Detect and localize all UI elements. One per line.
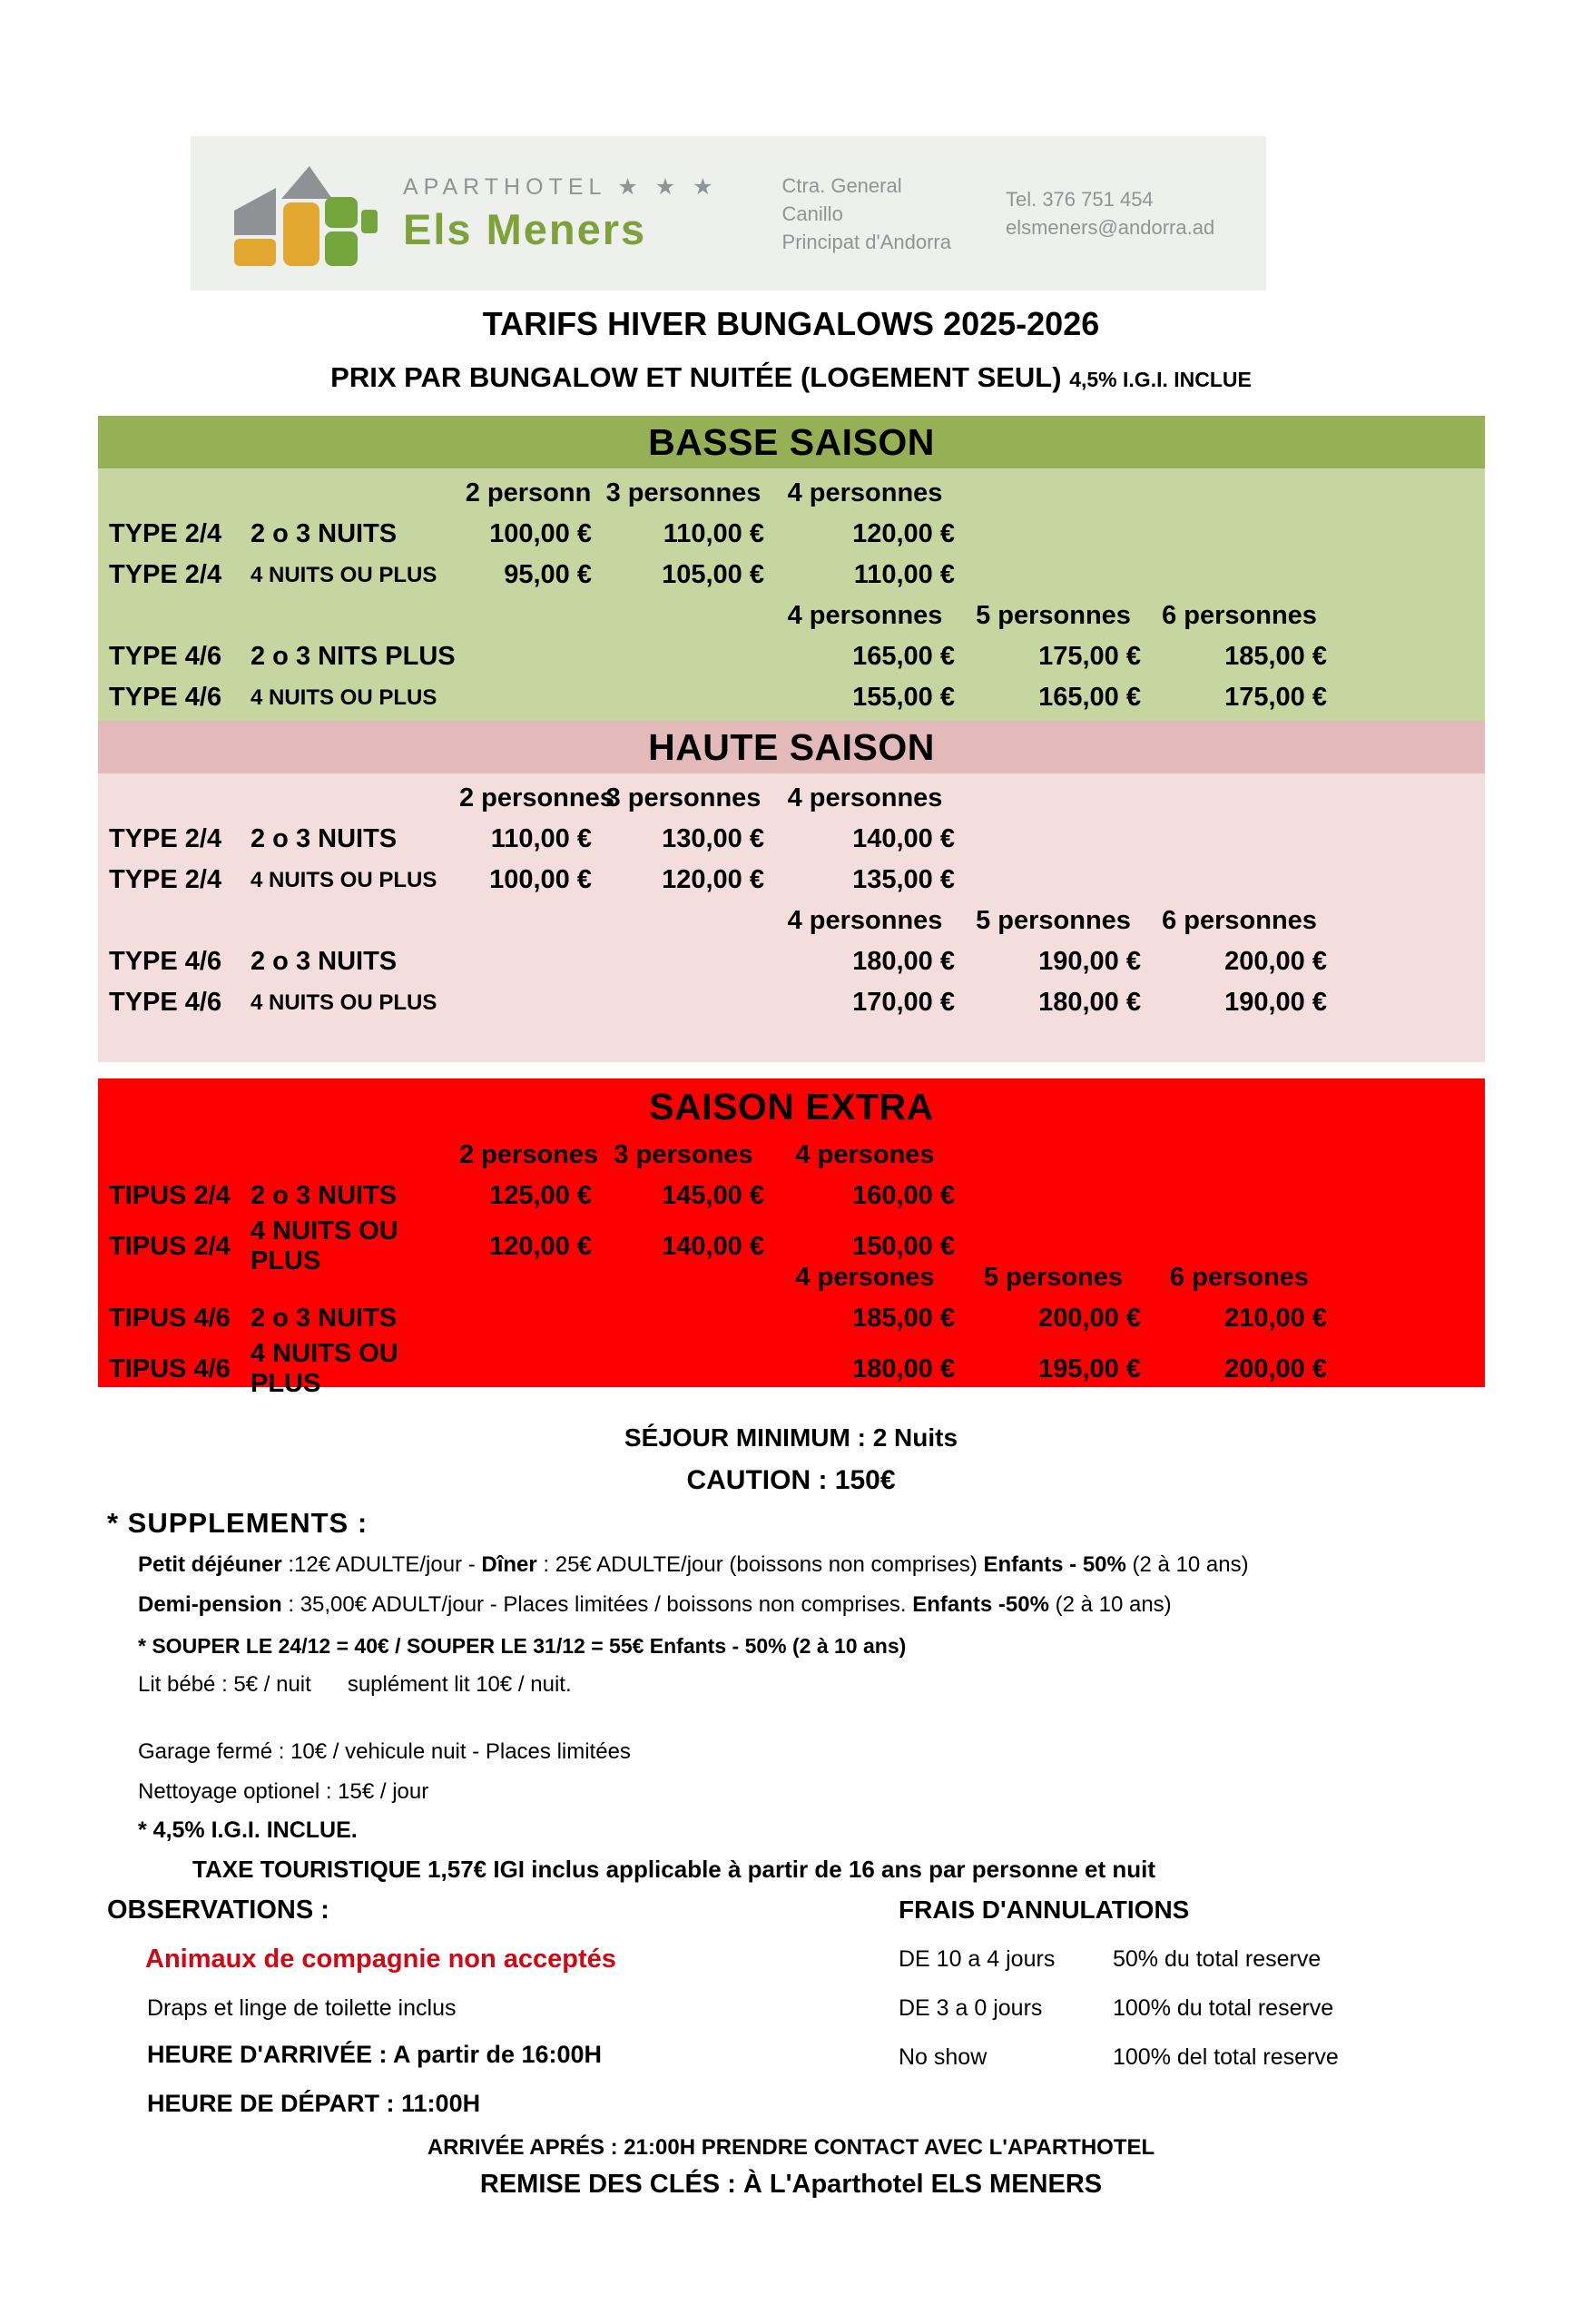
supplement-holiday-dinners: * SOUPER LE 24/12 = 40€ / SOUPER LE 31/12 = 55€ Enfants - 50% (2 à 10 ans) — [138, 1634, 907, 1658]
season-body — [98, 468, 1485, 721]
observations-heading: OBSERVATIONS : — [107, 1896, 329, 1925]
table-row — [98, 941, 1485, 982]
row-type-label: TYPE 2/4 — [109, 519, 222, 548]
cancellation-row — [899, 2044, 1339, 2071]
price-cell: 120,00 € — [489, 1231, 592, 1261]
price-cell: 200,00 € — [1224, 1354, 1327, 1384]
subtitle-tax-note: 4,5% I.G.I. INCLUE — [1069, 368, 1252, 391]
cancellation-period: No show — [899, 2044, 988, 2070]
deposit-note: CAUTION : 150€ — [686, 1465, 896, 1495]
price-cell: 160,00 € — [852, 1181, 955, 1210]
table-row — [98, 1339, 1485, 1398]
col-header: 4 persones — [795, 1263, 935, 1292]
col-header: 4 persones — [795, 1140, 935, 1169]
price-cell: 135,00 € — [852, 865, 955, 894]
row-nights-label: 4 NUITS OU PLUS — [251, 684, 437, 710]
col-header: 4 personnes — [787, 601, 943, 630]
col-header: 3 personnes — [605, 783, 762, 812]
haute-saison-table — [98, 721, 1485, 1062]
price-cell: 100,00 € — [489, 519, 592, 548]
table-header-row — [98, 473, 1485, 514]
row-type-label: TYPE 4/6 — [109, 642, 222, 671]
row-type-label: TIPUS 2/4 — [109, 1231, 231, 1261]
row-nights-label: 4 NUITS OU PLUS — [251, 990, 437, 1015]
col-header: 5 persones — [983, 1263, 1124, 1292]
departure-time-note: HEURE DE DÉPART : 11:00H — [147, 2090, 481, 2117]
table-row — [98, 860, 1485, 901]
row-nights-label: 4 NUITS OU PLUS — [251, 867, 437, 892]
late-arrival-note: ARRIVÉE APRÉS : 21:00H PRENDRE CONTACT AVEC L'APARTHOTEL — [427, 2135, 1155, 2160]
price-cell: 150,00 € — [852, 1231, 955, 1261]
supplement-garage: Garage fermé : 10€ / vehicule nuit - Places limitées — [138, 1739, 631, 1764]
address-line: Principat d'Andorra — [781, 230, 951, 253]
price-cell: 200,00 € — [1038, 1304, 1141, 1333]
row-nights-label: 2 o 3 NUITS — [251, 519, 398, 548]
col-header: 3 persones — [614, 1140, 753, 1169]
key-handover-note: REMISE DES CLÉS : À L'Aparthotel ELS MENERS — [479, 2170, 1103, 2199]
price-cell: 180,00 € — [852, 1354, 955, 1384]
row-type-label: TYPE 2/4 — [109, 824, 222, 853]
row-type-label: TYPE 4/6 — [109, 947, 222, 976]
cancellation-period: DE 10 a 4 jours — [899, 1946, 1056, 1972]
season-body — [98, 773, 1485, 1062]
table-row — [98, 555, 1485, 596]
row-nights-label: 2 o 3 NUITS — [251, 824, 398, 853]
col-header: 4 personnes — [787, 783, 943, 812]
cancellation-fee: 100% du total reserve — [1113, 1995, 1334, 2021]
table-row — [98, 677, 1485, 718]
row-nights-label: 2 o 3 NUITS — [251, 1304, 398, 1333]
brand-name: Els Meners — [403, 204, 647, 253]
col-header: 4 personnes — [787, 906, 943, 935]
price-cell: 185,00 € — [852, 1304, 955, 1333]
col-header: 2 personn — [465, 478, 592, 507]
price-cell: 180,00 € — [852, 947, 955, 976]
email-address: elsmeners@andorra.ad — [1005, 216, 1215, 239]
price-cell: 175,00 € — [1038, 642, 1141, 671]
col-header: 5 personnes — [976, 601, 1131, 630]
logo-shape — [281, 166, 332, 199]
price-cell: 120,00 € — [852, 519, 955, 548]
table-row — [98, 1176, 1485, 1216]
price-cell: 100,00 € — [489, 865, 592, 894]
price-cell: 120,00 € — [662, 865, 764, 894]
row-type-label: TYPE 4/6 — [109, 988, 222, 1017]
table-row — [98, 1298, 1485, 1339]
table-row — [98, 982, 1485, 1023]
price-cell: 200,00 € — [1224, 947, 1327, 976]
price-cell: 175,00 € — [1224, 683, 1327, 712]
row-nights-label: 2 o 3 NUITS — [251, 1181, 398, 1210]
season-title: BASSE SAISON — [98, 416, 1485, 468]
brand-type-stars: APARTHOTEL ★ ★ ★ — [403, 173, 719, 200]
col-header: 4 personnes — [787, 478, 943, 507]
season-title: HAUTE SAISON — [98, 721, 1485, 773]
supplement-half-board: Demi-pension : 35,00€ ADULT/jour - Places limitées / boissons non comprises. Enfants -50% (2 à 10 ans) — [138, 1592, 1172, 1617]
season-body — [98, 1135, 1485, 1398]
saison-extra-table — [98, 1078, 1485, 1398]
price-cell: 140,00 € — [662, 1231, 764, 1261]
brand-block — [403, 173, 719, 254]
page-title: TARIFS HIVER BUNGALOWS 2025-2026 — [482, 305, 1100, 342]
logo-shape — [325, 231, 358, 266]
row-type-label: TIPUS 2/4 — [109, 1181, 231, 1210]
row-nights-label: 2 o 3 NITS PLUS — [251, 642, 456, 671]
price-cell: 130,00 € — [662, 824, 764, 853]
price-cell: 125,00 € — [489, 1181, 592, 1210]
col-header: 6 personnes — [1162, 906, 1317, 935]
logo-shape — [234, 188, 276, 235]
price-cell: 110,00 € — [663, 519, 764, 548]
logo-shape — [361, 210, 378, 233]
price-cell: 190,00 € — [1224, 988, 1327, 1017]
price-cell: 190,00 € — [1038, 947, 1141, 976]
cancellation-fee: 100% del total reserve — [1113, 2044, 1339, 2070]
hotel-letterhead — [191, 136, 1266, 290]
price-cell: 180,00 € — [1038, 988, 1141, 1017]
cancellation-heading: FRAIS D'ANNULATIONS — [899, 1896, 1190, 1924]
address-line: Canillo — [781, 202, 843, 225]
tourist-tax-note: TAXE TOURISTIQUE 1,57€ IGI inclus applicable à partir de 16 ans par personne et nuit — [192, 1856, 1155, 1883]
linens-note: Draps et linge de toilette inclus — [147, 1995, 457, 2021]
row-nights-label: 4 NUITS OU PLUS — [251, 1216, 398, 1275]
contact-block — [1006, 185, 1214, 241]
table-row — [98, 819, 1485, 860]
hotel-logo-icon — [234, 161, 370, 266]
row-type-label: TIPUS 4/6 — [109, 1304, 231, 1333]
table-row — [98, 636, 1485, 677]
basse-saison-table — [98, 416, 1485, 721]
col-header: 3 personnes — [605, 478, 762, 507]
price-cell: 185,00 € — [1224, 642, 1327, 671]
cancellation-fee: 50% du total reserve — [1113, 1946, 1322, 1972]
page-subtitle — [0, 361, 1582, 394]
price-cell: 165,00 € — [852, 642, 955, 671]
minimum-stay-note: SÉJOUR MINIMUM : 2 Nuits — [624, 1423, 958, 1452]
cancellation-row — [899, 1995, 1333, 2022]
phone-number: Tel. 376 751 454 — [1005, 188, 1154, 211]
col-header: 2 personnes — [459, 783, 614, 812]
subtitle-main: PRIX PAR BUNGALOW ET NUITÉE (LOGEMENT SEUL) — [330, 361, 1062, 393]
row-type-label: TYPE 2/4 — [109, 560, 222, 589]
price-cell: 105,00 € — [662, 560, 764, 589]
igi-included-note: * 4,5% I.G.I. INCLUE. — [138, 1817, 358, 1843]
row-type-label: TYPE 4/6 — [109, 683, 222, 712]
price-cell: 155,00 € — [852, 683, 955, 712]
row-type-label: TYPE 2/4 — [109, 865, 222, 894]
table-header-row — [98, 901, 1485, 941]
price-cell: 170,00 € — [852, 988, 955, 1017]
logo-shape — [283, 202, 319, 266]
table-row — [98, 1216, 1485, 1275]
season-title: SAISON EXTRA — [98, 1078, 1485, 1135]
address-line: Ctra. General — [781, 173, 902, 197]
cancellation-row — [899, 1946, 1321, 1973]
supplement-breakfast-dinner: Petit déjéuner :12€ ADULTE/jour - Dîner : 25€ ADULTE/jour (boissons non comprises) Enfants - 50% (2 à 10 ans) — [138, 1552, 1249, 1577]
price-cell: 165,00 € — [1038, 683, 1141, 712]
cancellation-period: DE 3 a 0 jours — [899, 1995, 1043, 2021]
price-tables — [98, 416, 1485, 1398]
row-type-label: TIPUS 4/6 — [109, 1354, 231, 1384]
supplements-heading: * SUPPLEMENTS : — [107, 1507, 368, 1539]
price-cell: 95,00 € — [504, 560, 592, 589]
price-cell: 110,00 € — [490, 824, 592, 853]
no-pets-note: Animaux de compagnie non acceptés — [145, 1945, 616, 1974]
table-row — [98, 514, 1485, 555]
price-cell: 145,00 € — [662, 1181, 764, 1210]
arrival-time-note: HEURE D'ARRIVÉE : A partir de 16:00H — [147, 2041, 603, 2068]
row-nights-label: 4 NUITS OU PLUS — [251, 562, 437, 587]
price-cell: 110,00 € — [853, 560, 955, 589]
supplement-baby-bed: Lit bébé : 5€ / nuit suplément lit 10€ / nuit. — [138, 1672, 572, 1697]
col-header: 6 personnes — [1162, 601, 1317, 630]
supplement-cleaning: Nettoyage optionel : 15€ / jour — [138, 1779, 429, 1804]
logo-shape — [234, 239, 276, 266]
table-header-row — [98, 596, 1485, 636]
price-cell: 210,00 € — [1224, 1304, 1327, 1333]
logo-shape — [325, 197, 358, 228]
address-block — [782, 172, 951, 256]
row-nights-label: 4 NUITS OU PLUS — [251, 1339, 398, 1398]
col-header: 6 persones — [1169, 1263, 1310, 1292]
table-header-row — [98, 778, 1485, 819]
price-cell: 140,00 € — [852, 824, 955, 853]
table-header-row — [98, 1135, 1485, 1176]
row-nights-label: 2 o 3 NUITS — [251, 947, 398, 976]
col-header: 2 persones — [459, 1140, 599, 1169]
price-cell: 195,00 € — [1038, 1354, 1141, 1384]
col-header: 5 personnes — [976, 906, 1131, 935]
